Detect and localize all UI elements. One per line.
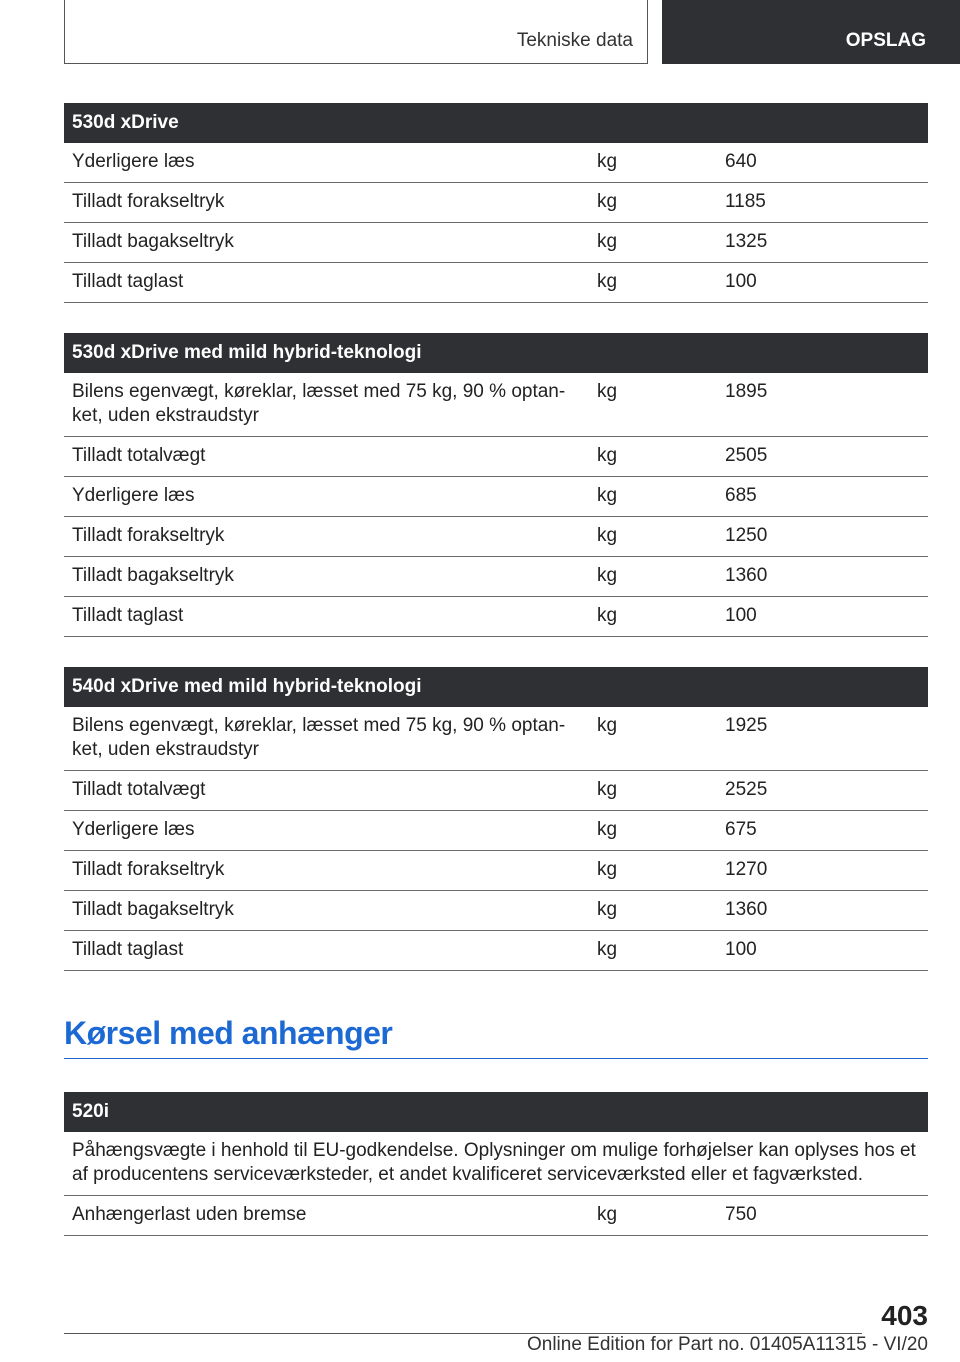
row-value: 1360 — [717, 891, 928, 931]
row-label: Tilladt forakseltryk — [64, 851, 589, 891]
chapter-tab — [64, 0, 648, 64]
row-label: Yderligere læs — [64, 143, 589, 183]
row-value: 1185 — [717, 183, 928, 223]
row-label: Tilladt forakseltryk — [64, 517, 589, 557]
row-label: Tilladt bagakseltryk — [64, 891, 589, 931]
row-label: Tilladt bagakseltryk — [64, 557, 589, 597]
row-label: Tilladt taglast — [64, 597, 589, 637]
table-row — [64, 811, 928, 851]
row-value: 640 — [717, 143, 928, 183]
row-unit: kg — [589, 811, 717, 851]
table-row — [64, 771, 928, 811]
table-title: 530d xDrive med mild hybrid-teknologi — [64, 333, 928, 373]
row-value: 1925 — [717, 707, 928, 771]
table-row — [64, 263, 928, 303]
row-label: Tilladt bagakseltryk — [64, 223, 589, 263]
table-row — [64, 437, 928, 477]
row-unit: kg — [589, 263, 717, 303]
row-label: Yderligere læs — [64, 477, 589, 517]
table-row — [64, 477, 928, 517]
table-row — [64, 517, 928, 557]
row-value: 750 — [717, 1196, 928, 1236]
trailer-table-520i — [64, 1092, 928, 1236]
table-row — [64, 707, 928, 771]
row-label: Bilens egenvægt, køreklar, læsset med 75 kg, 90 % optan-ket, uden ekstraudstyr — [64, 707, 589, 771]
row-unit: kg — [589, 931, 717, 971]
row-unit: kg — [589, 851, 717, 891]
table-row — [64, 931, 928, 971]
weights-table-530d-xdrive — [64, 103, 928, 303]
table-note-row — [64, 1132, 928, 1196]
row-unit: kg — [589, 1196, 717, 1236]
table-title: 520i — [64, 1092, 928, 1132]
table-row — [64, 557, 928, 597]
row-unit: kg — [589, 373, 717, 437]
table-row — [64, 223, 928, 263]
row-label: Tilladt totalvægt — [64, 771, 589, 811]
row-unit: kg — [589, 597, 717, 637]
section-title: OPSLAG — [845, 30, 926, 51]
row-value: 675 — [717, 811, 928, 851]
weights-table-530d-xdrive-mhev — [64, 333, 928, 637]
table-row — [64, 851, 928, 891]
chapter-title: Tekniske data — [516, 30, 633, 51]
weights-table-540d-xdrive-mhev — [64, 667, 928, 971]
row-label: Tilladt taglast — [64, 931, 589, 971]
table-row — [64, 143, 928, 183]
row-label: Tilladt taglast — [64, 263, 589, 303]
row-value: 1270 — [717, 851, 928, 891]
edition-text: Online Edition for Part no. 01405A11315 - VI/20 — [526, 1334, 928, 1355]
row-value: 1360 — [717, 557, 928, 597]
row-unit: kg — [589, 707, 717, 771]
table-row — [64, 1196, 928, 1236]
row-unit: kg — [589, 223, 717, 263]
row-unit: kg — [589, 477, 717, 517]
row-label: Bilens egenvægt, køreklar, læsset med 75 kg, 90 % optan-ket, uden ekstraudstyr — [64, 373, 589, 437]
row-unit: kg — [589, 771, 717, 811]
row-value: 100 — [717, 597, 928, 637]
table-row — [64, 891, 928, 931]
row-unit: kg — [589, 143, 717, 183]
row-value: 1325 — [717, 223, 928, 263]
row-unit: kg — [589, 437, 717, 477]
row-value: 1250 — [717, 517, 928, 557]
row-value: 685 — [717, 477, 928, 517]
row-label: Yderligere læs — [64, 811, 589, 851]
row-value: 1895 — [717, 373, 928, 437]
row-value: 2525 — [717, 771, 928, 811]
section-heading: Kørsel med anhænger — [64, 1015, 928, 1059]
table-title: 530d xDrive — [64, 103, 928, 143]
row-value: 2505 — [717, 437, 928, 477]
row-label: Tilladt totalvægt — [64, 437, 589, 477]
table-note: Påhængsvægte i henhold til EU-godkendelse. Oplysninger om mulige forhøjelser kan oplyses hos et af producentens serviceværksteder, et andet kvalificeret serviceværksted eller et fagværksted. — [64, 1132, 928, 1196]
table-row — [64, 373, 928, 437]
page-number: 403 — [881, 1300, 928, 1331]
row-label: Tilladt forakseltryk — [64, 183, 589, 223]
row-value: 100 — [717, 931, 928, 971]
table-row — [64, 597, 928, 637]
row-unit: kg — [589, 557, 717, 597]
row-unit: kg — [589, 183, 717, 223]
row-label: Anhængerlast uden bremse — [64, 1196, 589, 1236]
section-tab — [662, 0, 960, 64]
content — [64, 103, 928, 1266]
row-value: 100 — [717, 263, 928, 303]
row-unit: kg — [589, 891, 717, 931]
table-title: 540d xDrive med mild hybrid-teknologi — [64, 667, 928, 707]
row-unit: kg — [589, 517, 717, 557]
table-row — [64, 183, 928, 223]
